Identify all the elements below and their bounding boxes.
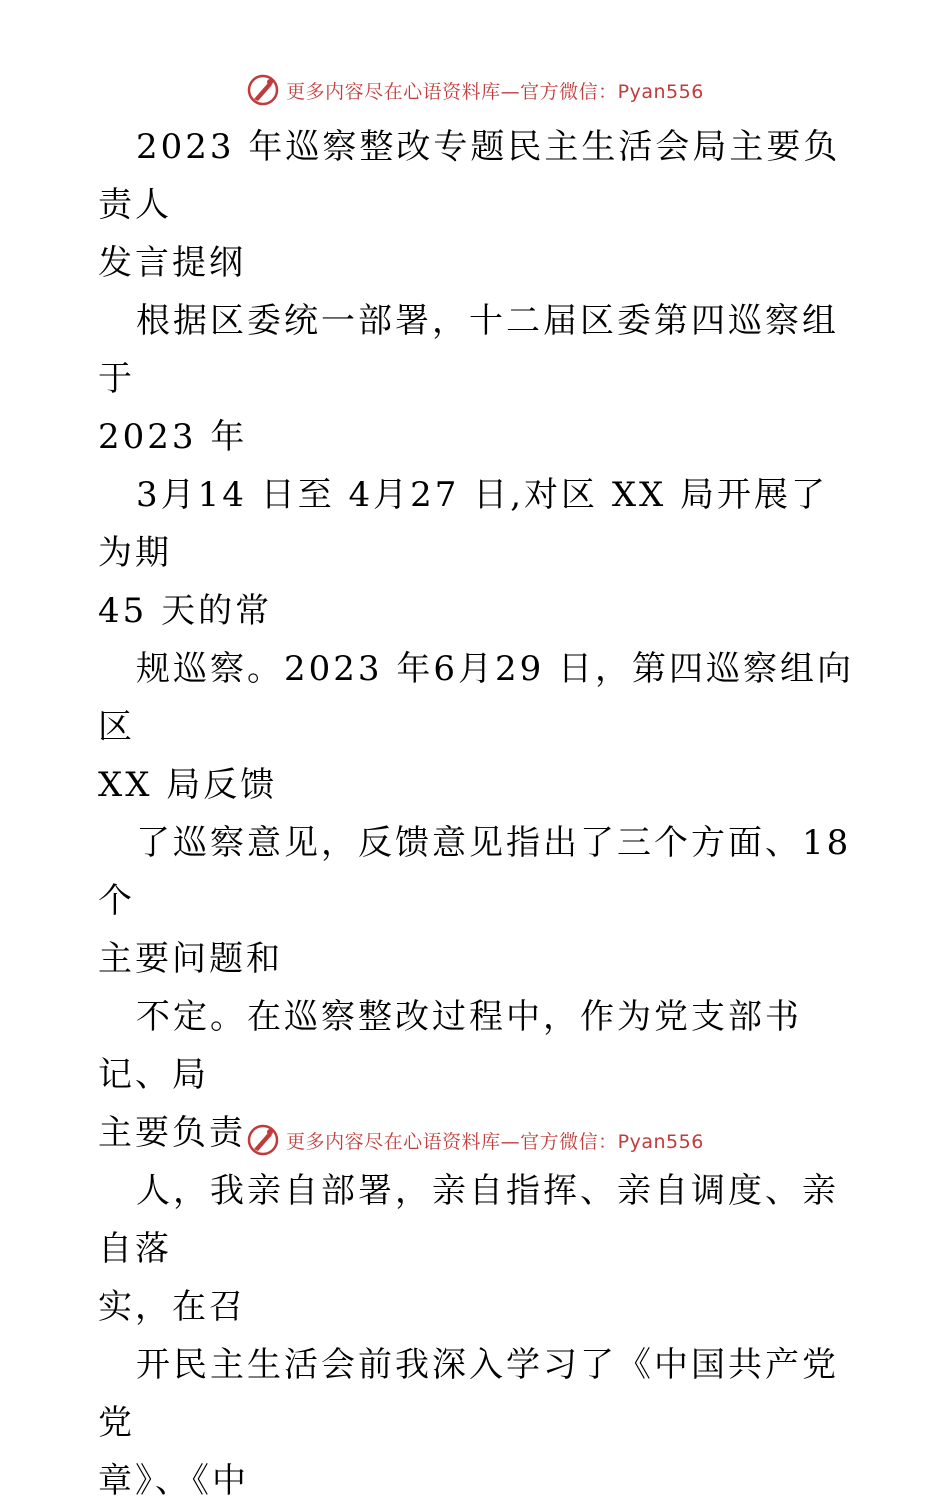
pen-circle-logo-icon [246, 1123, 280, 1157]
footer-watermark-text: 更多内容尽在心语资料库—官方微信：Pyan556 [286, 1130, 704, 1153]
document-text [98, 118, 858, 1510]
header-watermark-text: 更多内容尽在心语资料库—官方微信：Pyan556 [286, 80, 704, 103]
text-line: 发言提纲 [98, 243, 246, 283]
header-watermark [0, 70, 950, 110]
text-line: 2023 年 [98, 417, 248, 457]
pen-circle-logo-icon [246, 73, 280, 107]
text-line: 3月14 日至 4月27 日,对区 XX 局开展了为期 [98, 475, 829, 573]
text-line: 根据区委统一部署，十二届区委第四巡察组于 [98, 301, 839, 399]
text-line: 规巡察。2023 年6月29 日，第四巡察组向区 [98, 649, 855, 747]
document-body [98, 118, 858, 1510]
text-line: 不定。在巡察整改过程中，作为党支部书记、局 [98, 997, 802, 1095]
footer-watermark [0, 1120, 950, 1160]
text-line: 45 天的常 [98, 591, 273, 631]
text-line: 主要负责 [98, 1113, 246, 1153]
text-line: XX 局反馈 [98, 765, 278, 805]
header-watermark-inner [246, 73, 704, 107]
text-line: 了巡察意见，反馈意见指出了三个方面、18 个 [98, 823, 852, 921]
footer-watermark-inner [246, 1123, 704, 1157]
text-line: 人，我亲自部署，亲自指挥、亲自调度、亲自落 [98, 1171, 839, 1269]
text-line: 2023 年巡察整改专题民主生活会局主要负责人 [98, 127, 841, 225]
text-line: 开民主生活会前我深入学习了《中国共产党党 [98, 1345, 839, 1443]
text-line: 章》、《中 [98, 1461, 249, 1501]
text-line: 实，在召 [98, 1287, 246, 1327]
text-line: 主要问题和 [98, 939, 283, 979]
